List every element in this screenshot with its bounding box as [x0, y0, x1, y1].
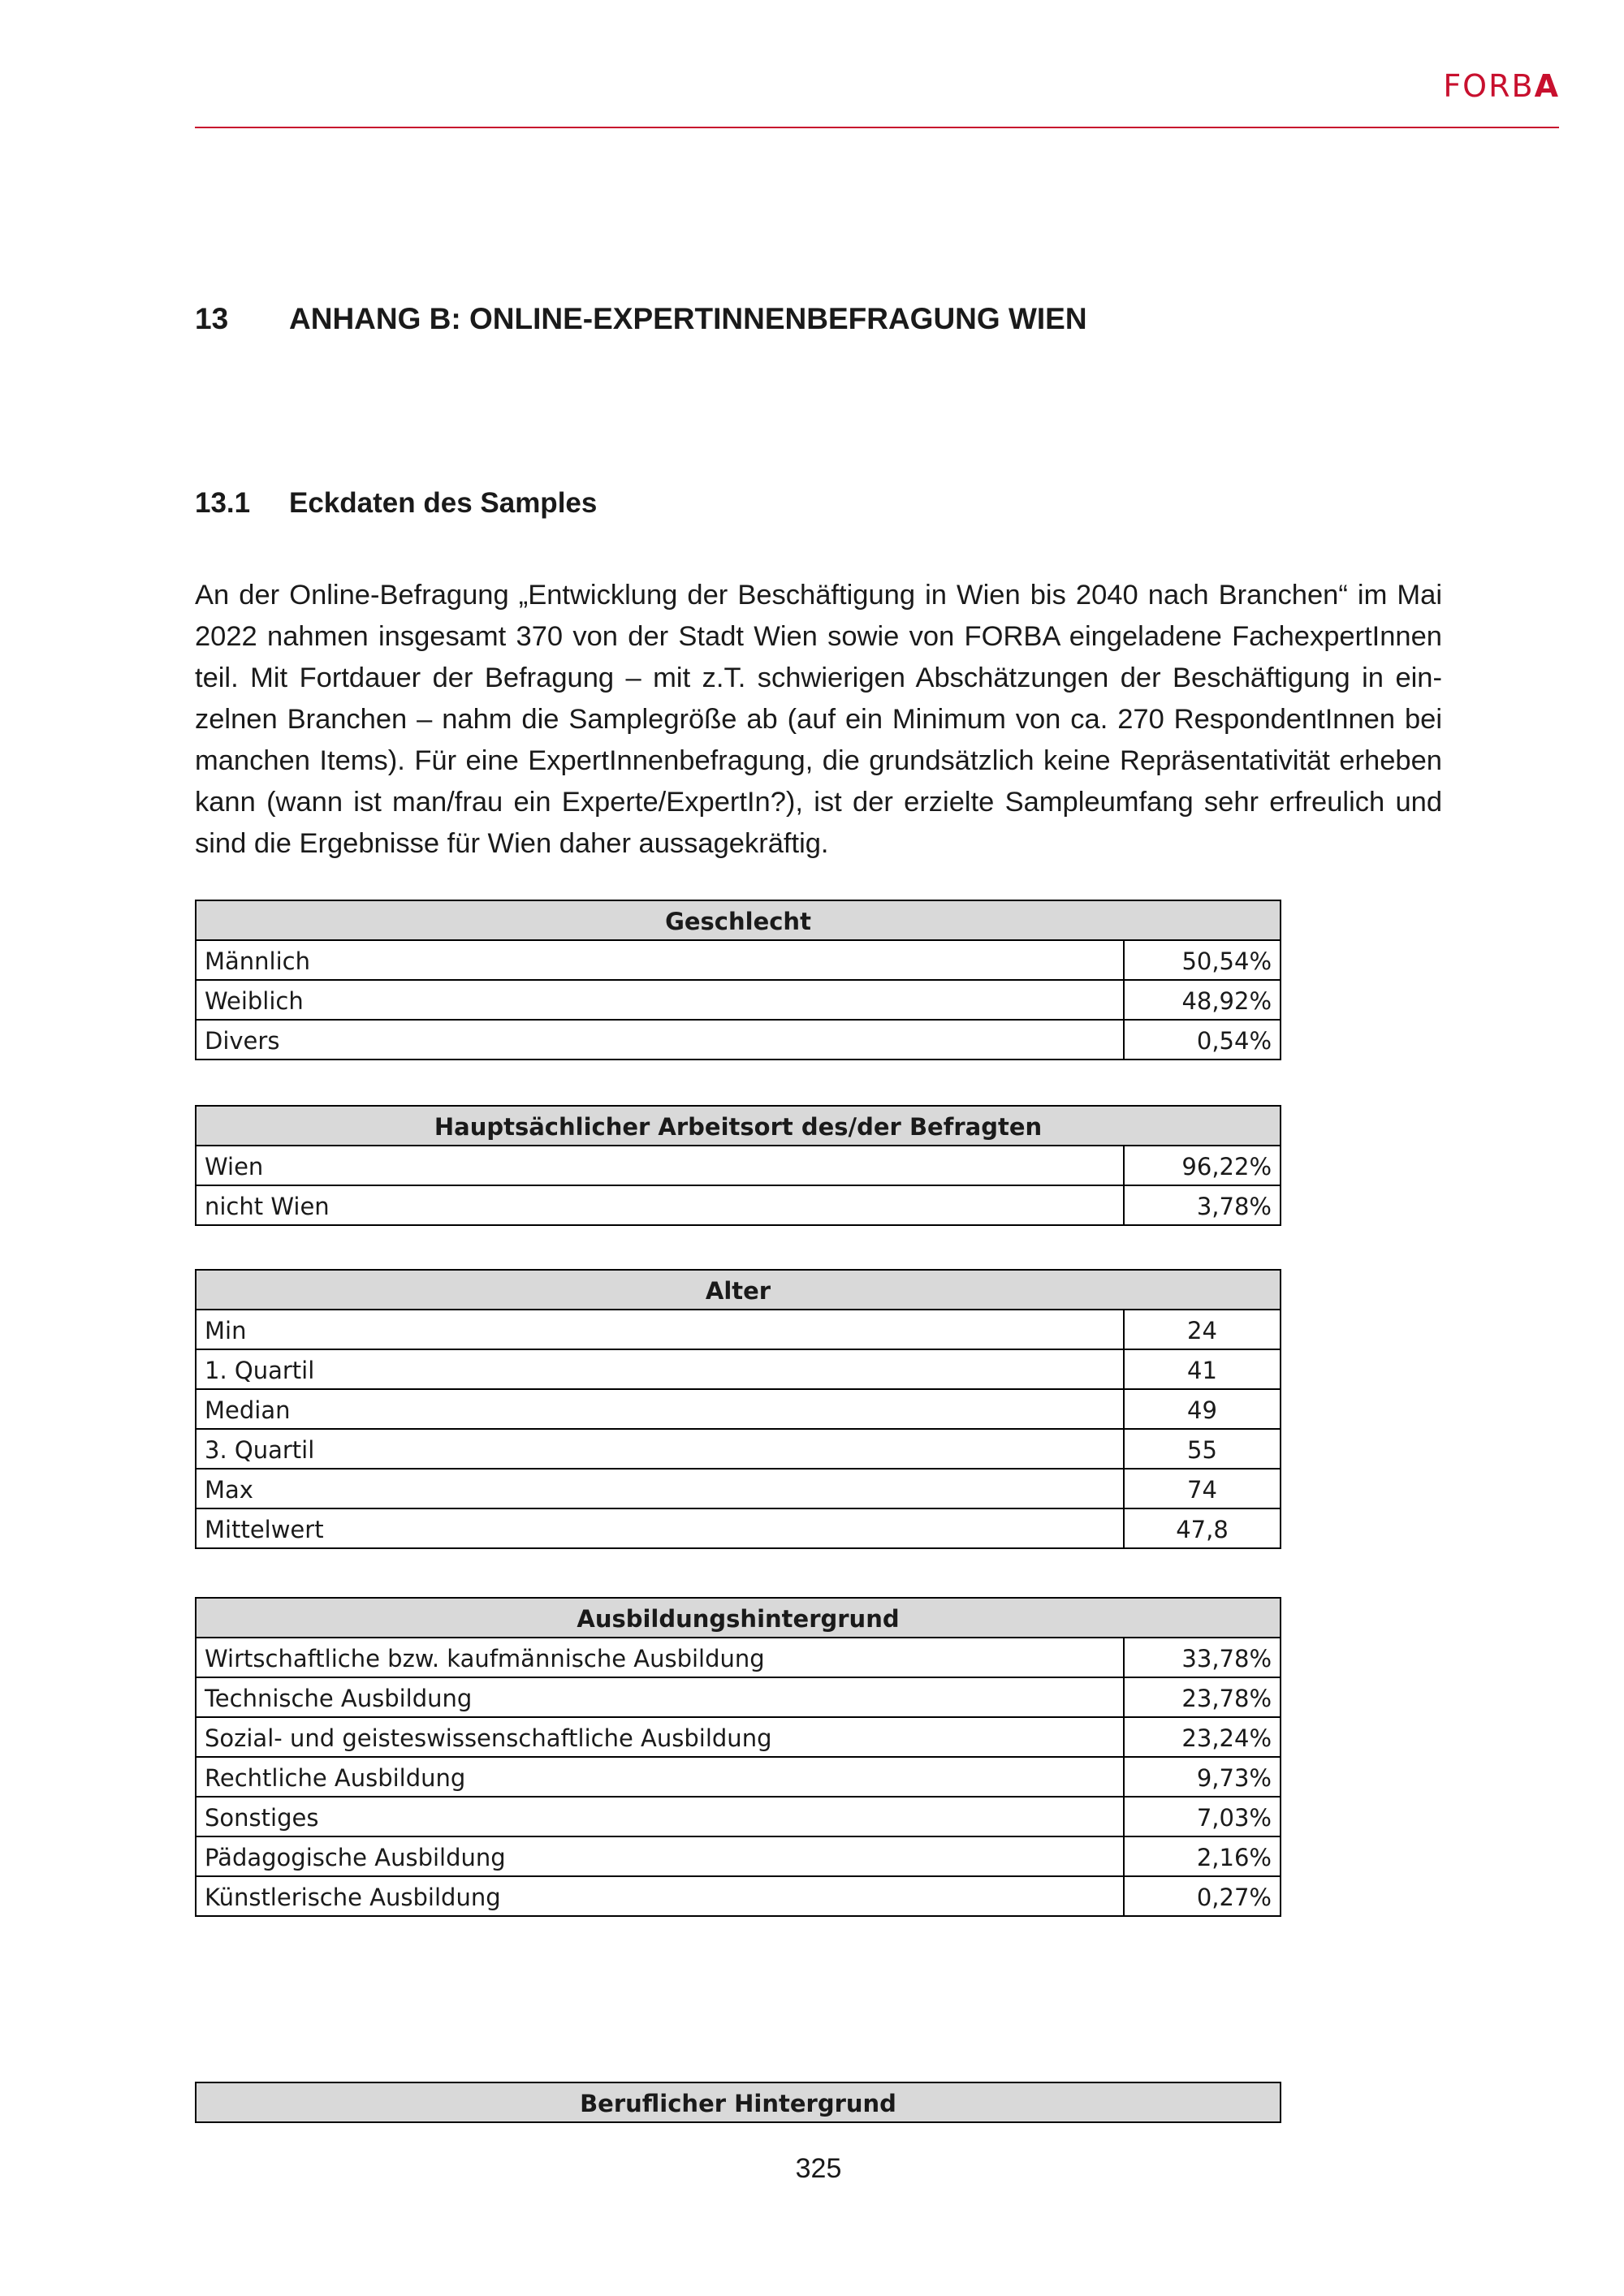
row-label: Männlich — [196, 940, 1124, 980]
row-value: 41 — [1124, 1349, 1281, 1389]
table-beruf — [195, 2082, 1281, 2123]
table-row — [196, 1389, 1281, 1429]
table-title: Beruflicher Hintergrund — [196, 2082, 1281, 2122]
row-label: Sonstiges — [196, 1797, 1124, 1836]
table-row — [196, 940, 1281, 980]
row-label: Wirtschaftliche bzw. kaufmännische Ausbildung — [196, 1638, 1124, 1677]
row-value: 55 — [1124, 1429, 1281, 1469]
row-value: 47,8 — [1124, 1508, 1281, 1548]
table-title: Ausbildungshintergrund — [196, 1598, 1281, 1638]
table-row — [196, 1310, 1281, 1349]
row-label: Wien — [196, 1146, 1124, 1185]
table-row — [196, 1836, 1281, 1876]
row-label: Divers — [196, 1020, 1124, 1060]
row-value: 74 — [1124, 1469, 1281, 1508]
table-row — [196, 1146, 1281, 1185]
chapter-heading — [195, 302, 1527, 336]
row-value: 24 — [1124, 1310, 1281, 1349]
row-label: nicht Wien — [196, 1185, 1124, 1225]
row-value: 48,92% — [1124, 980, 1281, 1020]
row-label: 3. Quartil — [196, 1429, 1124, 1469]
forba-logo — [1443, 68, 1560, 104]
row-value: 3,78% — [1124, 1185, 1281, 1225]
table-row — [196, 1757, 1281, 1797]
row-label: Künstlerische Ausbildung — [196, 1876, 1124, 1916]
chapter-title: ANHANG B: ONLINE-EXPERTINNENBEFRAGUNG WIEN — [289, 302, 1087, 335]
table-row — [196, 1469, 1281, 1508]
row-label: Pädagogische Ausbildung — [196, 1836, 1124, 1876]
table-row — [196, 1876, 1281, 1916]
row-value: 96,22% — [1124, 1146, 1281, 1185]
section-number: 13.1 — [195, 487, 251, 519]
row-value: 33,78% — [1124, 1638, 1281, 1677]
row-label: Max — [196, 1469, 1124, 1508]
row-value: 23,24% — [1124, 1717, 1281, 1757]
table-title: Geschlecht — [196, 900, 1281, 940]
intro-paragraph-block — [195, 575, 1442, 865]
logo-text-regular: FORB — [1443, 68, 1535, 104]
table-row — [196, 980, 1281, 1020]
table-title: Hauptsächlicher Arbeitsort des/der Befragten — [196, 1106, 1281, 1146]
table-row — [196, 1638, 1281, 1677]
row-label: Median — [196, 1389, 1124, 1429]
row-label: Mittelwert — [196, 1508, 1124, 1548]
row-label: Rechtliche Ausbildung — [196, 1757, 1124, 1797]
table-row — [196, 1429, 1281, 1469]
table-row — [196, 1349, 1281, 1389]
row-value: 9,73% — [1124, 1757, 1281, 1797]
row-value: 23,78% — [1124, 1677, 1281, 1717]
row-value: 0,54% — [1124, 1020, 1281, 1060]
row-value: 0,27% — [1124, 1876, 1281, 1916]
table-row — [196, 1185, 1281, 1225]
table-geschlecht — [195, 900, 1281, 1060]
section-heading — [195, 487, 1527, 520]
row-value: 7,03% — [1124, 1797, 1281, 1836]
row-label: Sozial- und geisteswissenschaftliche Ausbildung — [196, 1717, 1124, 1757]
table-title: Alter — [196, 1270, 1281, 1310]
table-alter — [195, 1269, 1281, 1549]
row-label: Technische Ausbildung — [196, 1677, 1124, 1717]
row-label: Min — [196, 1310, 1124, 1349]
section-title: Eckdaten des Samples — [289, 487, 598, 519]
table-row — [196, 1717, 1281, 1757]
table-row — [196, 1677, 1281, 1717]
table-arbeitsort — [195, 1105, 1281, 1226]
row-value: 2,16% — [1124, 1836, 1281, 1876]
row-value: 50,54% — [1124, 940, 1281, 980]
table-ausbildung — [195, 1597, 1281, 1917]
row-label: 1. Quartil — [196, 1349, 1124, 1389]
table-row — [196, 1508, 1281, 1548]
header-rule — [195, 127, 1559, 128]
chapter-number: 13 — [195, 302, 229, 335]
table-row — [196, 1020, 1281, 1060]
page-number: 325 — [795, 2153, 842, 2184]
logo-text-bold: A — [1534, 68, 1560, 104]
table-row — [196, 1797, 1281, 1836]
row-value: 49 — [1124, 1389, 1281, 1429]
intro-paragraph: An der Online-Befragung „Entwicklung der Beschäftigung in Wien bis 2040 nach Branchen“ im Mai 2022 nahmen insgesamt 370 von der Stadt Wien sowie von FORBA eingeladene FachexpertInnen teil. Mit Fortdauer der Befragung – mit z.T. schwierigen Abschätzungen der Beschäftigung in einzelnen Branchen – nahm die Samplegröße ab (auf ein Minimum von ca. 270 RespondentInnen bei manchen Items). Für eine ExpertInnenbefragung, die grundsätzlich keine Repräsentativität erheben kann (wann ist man/frau ein Experte/ExpertIn?), ist der erzielte Sampleumfang sehr erfreulich und sind die Ergebnisse für Wien daher aussagekräftig. — [195, 580, 1442, 859]
row-label: Weiblich — [196, 980, 1124, 1020]
